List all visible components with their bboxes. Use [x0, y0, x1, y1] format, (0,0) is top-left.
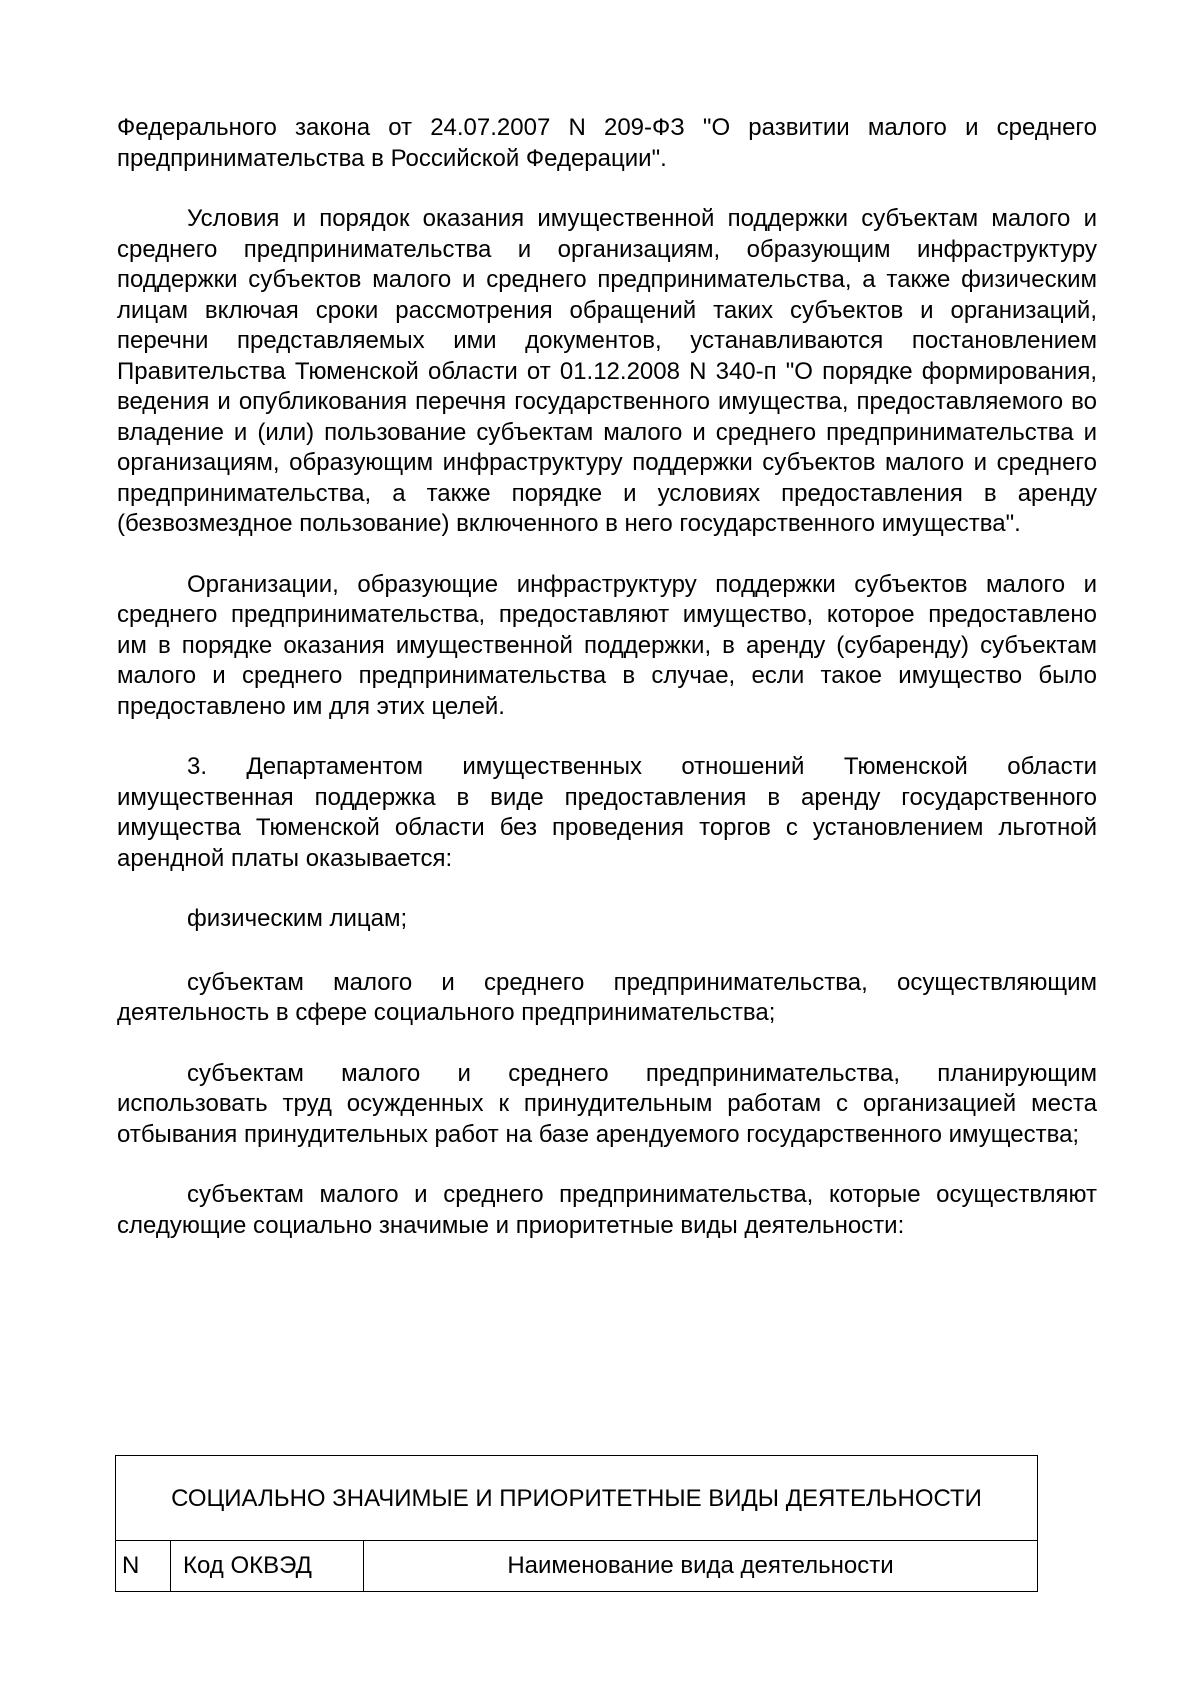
column-header-number: N — [116, 1541, 171, 1592]
paragraph-support-conditions: Условия и порядок оказания имущественной поддержки субъектам малого и среднего предпринимательства и организациям, образующим инфраструктуру поддержки субъектов малого и среднего предпринимательства, а также физическим лицам включая сроки рассмотрения обращений таких субъектов и организаций, перечни представляемых ими документов, устанавливаются постановлением Правительства Тюменской области от 01.12.2008 N 340-п "О порядке формирования, ведения и опубликования перечня государственного имущества, предоставляемого во владение и (или) пользование субъектам малого и среднего предпринимательства и организациям, образующим инфраструктуру поддержки субъектов малого и среднего предпринимательства, а также порядке и условиях предоставления в аренду (безвозмездное пользование) включенного в него государственного имущества". — [117, 205, 1098, 537]
list-item-convict-labor: субъектам малого и среднего предпринимательства, планирующим использовать труд осужденных к принудительным работам с организацией места отбывания принудительных работ на базе арендуемого государственного имущества; — [117, 1059, 1097, 1148]
table-title: СОЦИАЛЬНО ЗНАЧИМЫЕ И ПРИОРИТЕТНЫЕ ВИДЫ ДЕЯТЕЛЬНОСТИ — [116, 1456, 1038, 1541]
column-header-okved-code: Код ОКВЭД — [171, 1541, 364, 1592]
paragraph-law-reference: Федерального закона от 24.07.2007 N 209-ФЗ "О развитии малого и среднего предпринимательства в Российской Федерации". — [117, 114, 1097, 172]
table-title-row — [116, 1456, 1038, 1541]
paragraph-infrastructure-organizations: Организации, образующие инфраструктуру поддержки субъектов малого и среднего предпринимательства, предоставляют имущество, которое предоставлено им в порядке оказания имущественной поддержки, в аренду (субаренду) субъектам малого и среднего предпринимательства в случае, если такое имущество было предоставлено им для этих целей. — [117, 570, 1097, 720]
activities-table-wrapper — [115, 1455, 1038, 1592]
list-item-priority-activities: субъектам малого и среднего предпринимательства, которые осуществляют следующие социально значимые и приоритетные виды деятельности: — [117, 1181, 1097, 1239]
document-body — [117, 113, 1097, 1271]
list-item-social-entrepreneurship: субъектам малого и среднего предпринимательства, осуществляющим деятельность в сфере социального предпринимательства; — [117, 968, 1097, 1026]
column-header-activity-name: Наименование вида деятельности — [364, 1541, 1038, 1592]
list-item-individuals: физическим лицам; — [187, 905, 408, 932]
activities-table — [115, 1455, 1038, 1592]
paragraph-section-3: 3. Департаментом имущественных отношений Тюменской области имущественная поддержка в виде предоставления в аренду государственного имущества Тюменской области без проведения торгов с установлением льготной арендной платы оказывается: — [117, 753, 1097, 872]
table-header-row — [116, 1541, 1038, 1592]
